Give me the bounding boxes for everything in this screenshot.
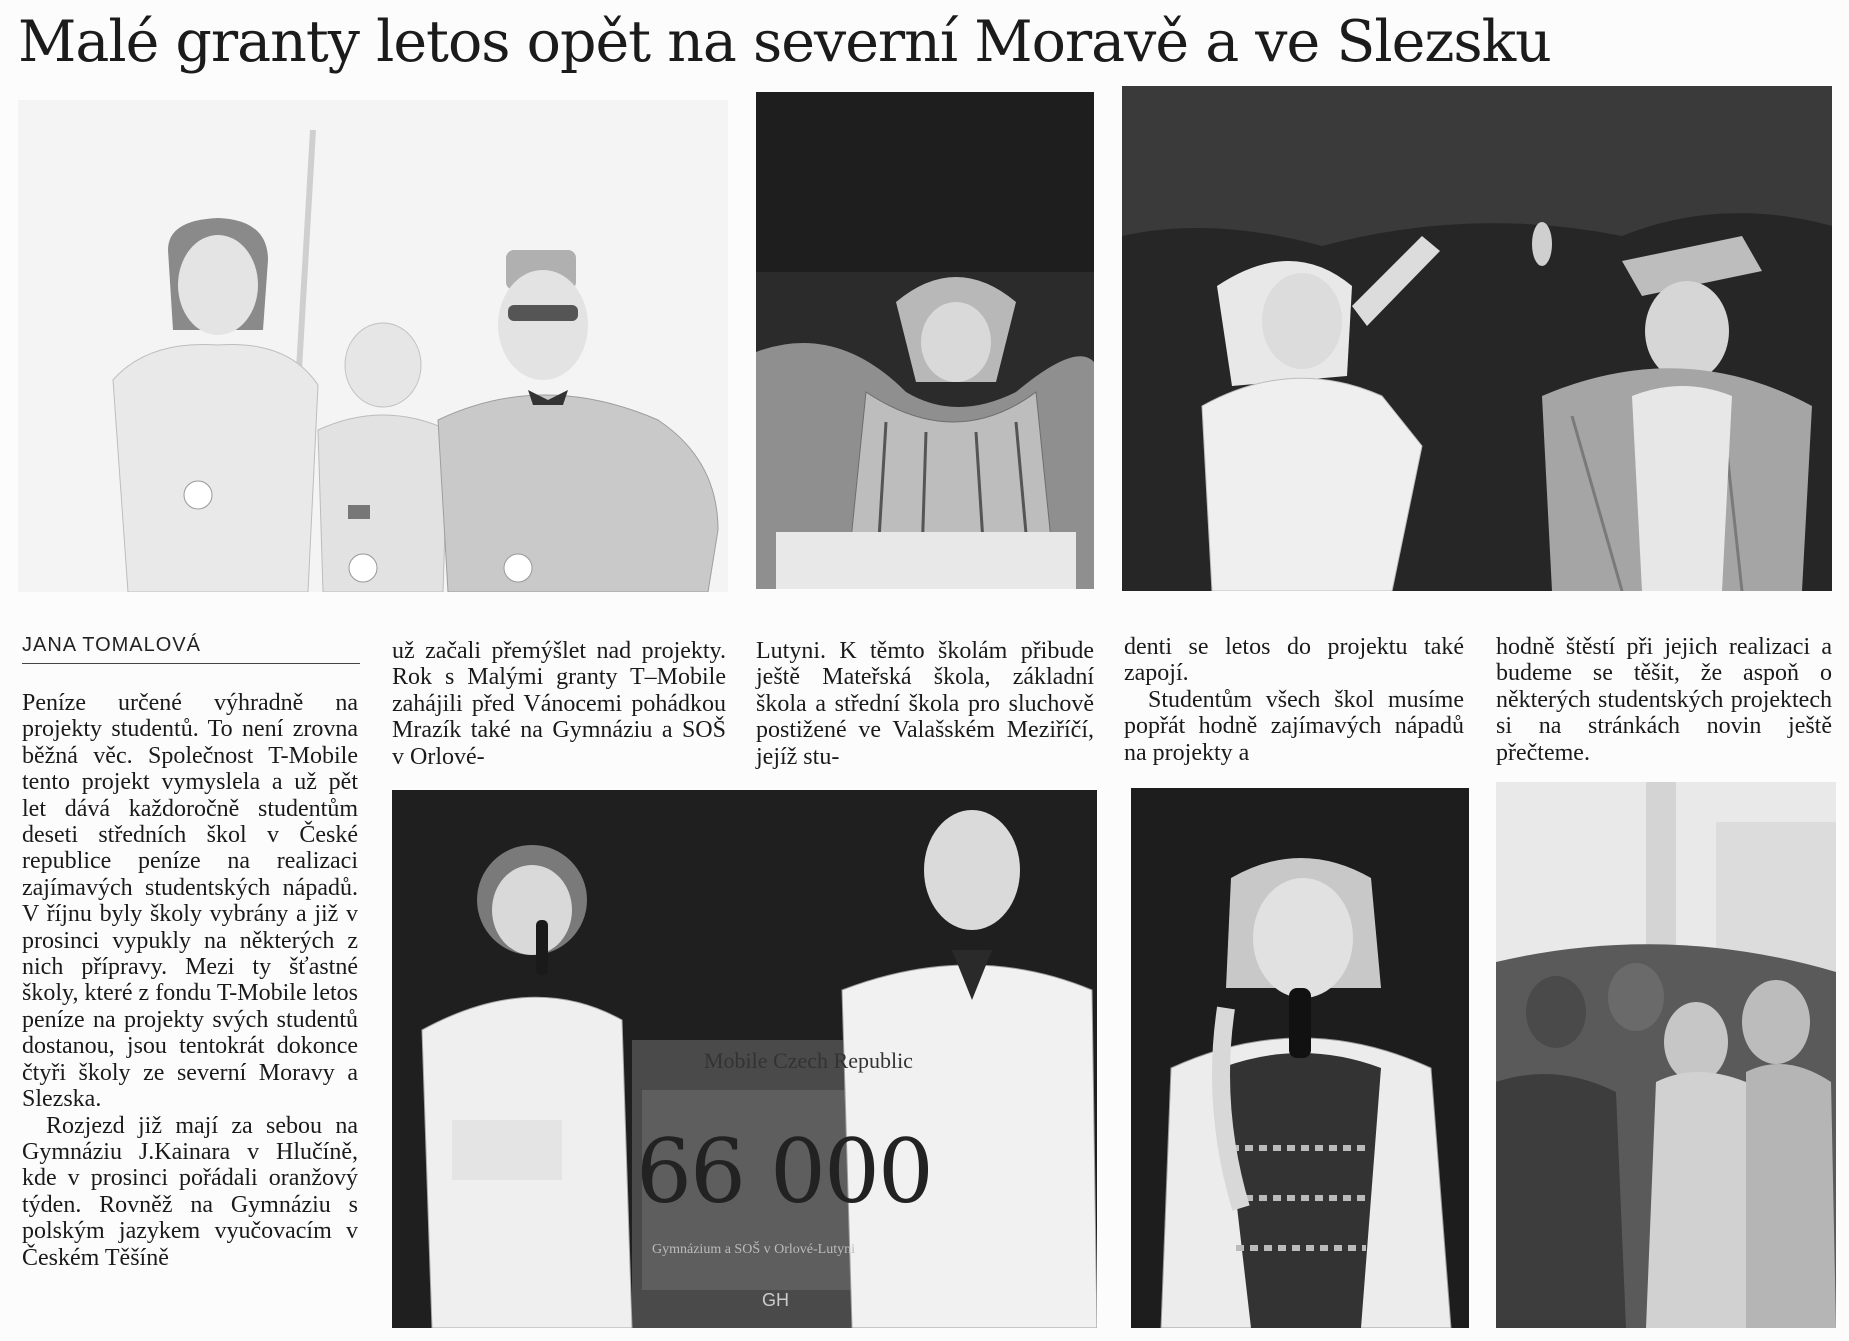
article-paragraph: denti se letos do projektu také zapojí. <box>1124 634 1464 687</box>
article-column-4 <box>1124 634 1464 766</box>
article-column-1 <box>22 690 358 1271</box>
photo-three-students <box>18 100 728 592</box>
article-column-3 <box>756 638 1094 770</box>
headline: Malé granty letos opět na severní Moravě a ve Slezsku <box>18 9 1551 75</box>
screen-amount: 66 000 <box>636 1120 932 1223</box>
photo-student-crowd <box>1496 782 1836 1328</box>
article-paragraph: hodně štěstí při jejich realizaci a budeme se těšit, že aspoň o některých studentských projektech si na stránkách novin ještě přečteme. <box>1496 634 1832 766</box>
photo-folk-singer-image <box>1131 788 1469 1328</box>
photo-student-crowd-image <box>1496 782 1836 1328</box>
article-paragraph: už začali přemýšlet nad projekty. Rok s Malými granty T–Mobile zahájili před Vánocemi pohádkou Mrazík také na Gymnáziu a SOŠ v Orlové- <box>392 638 726 770</box>
photo-grant-presentation <box>392 790 1097 1328</box>
screen-logo: GH <box>762 1290 789 1310</box>
screen-title: Mobile Czech Republic <box>704 1048 913 1073</box>
photo-two-actors-image <box>1122 86 1832 591</box>
article-paragraph: Lutyni. K těmto školám přibude ještě Mateřská škola, základní škola a střední škola pro sluchově postižené ve Valašském Meziříčí, jejíž stu- <box>756 638 1094 770</box>
byline: JANA TOMALOVÁ <box>22 634 360 664</box>
photo-two-actors <box>1122 86 1832 591</box>
article-column-2 <box>392 638 726 770</box>
photo-three-students-image <box>18 100 728 592</box>
article-paragraph: Studentům všech škol musíme popřát hodně zajímavých nápadů na projekty a <box>1124 686 1464 766</box>
article-column-5 <box>1496 634 1832 766</box>
article-paragraph: Rozjezd již mají za sebou na Gymnáziu J.Kainara v Hlučíně, kde v prosinci pořádali oranžový týden. Rovněž na Gymnáziu s polským jazykem vyučovacím v Českém Těšíně <box>22 1112 358 1271</box>
photo-stage-performer <box>756 92 1094 589</box>
article-paragraph: Peníze určené výhradně na projekty studentů. To není zrovna běžná věc. Společnost T-Mobile tento projekt vymyslela a už pět let dává každoročně studentům deseti středních škol v České republice peníze na realizaci zajímavých studentských nápadů. V říjnu byly školy vybrány a již v prosinci vypukly na některých z nich přípravy. Mezi ty šťastné školy, které z fondu T-Mobile letos peníze na projekty svých studentů dostanou, jsou tentokrát dokonce čtyři školy ze severní Moravy a Slezska. <box>22 690 358 1113</box>
screen-footer: Gymnázium a SOŠ v Orlové-Lutyni <box>652 1242 855 1257</box>
photo-stage-performer-image <box>756 92 1094 589</box>
photo-folk-singer <box>1131 788 1469 1328</box>
